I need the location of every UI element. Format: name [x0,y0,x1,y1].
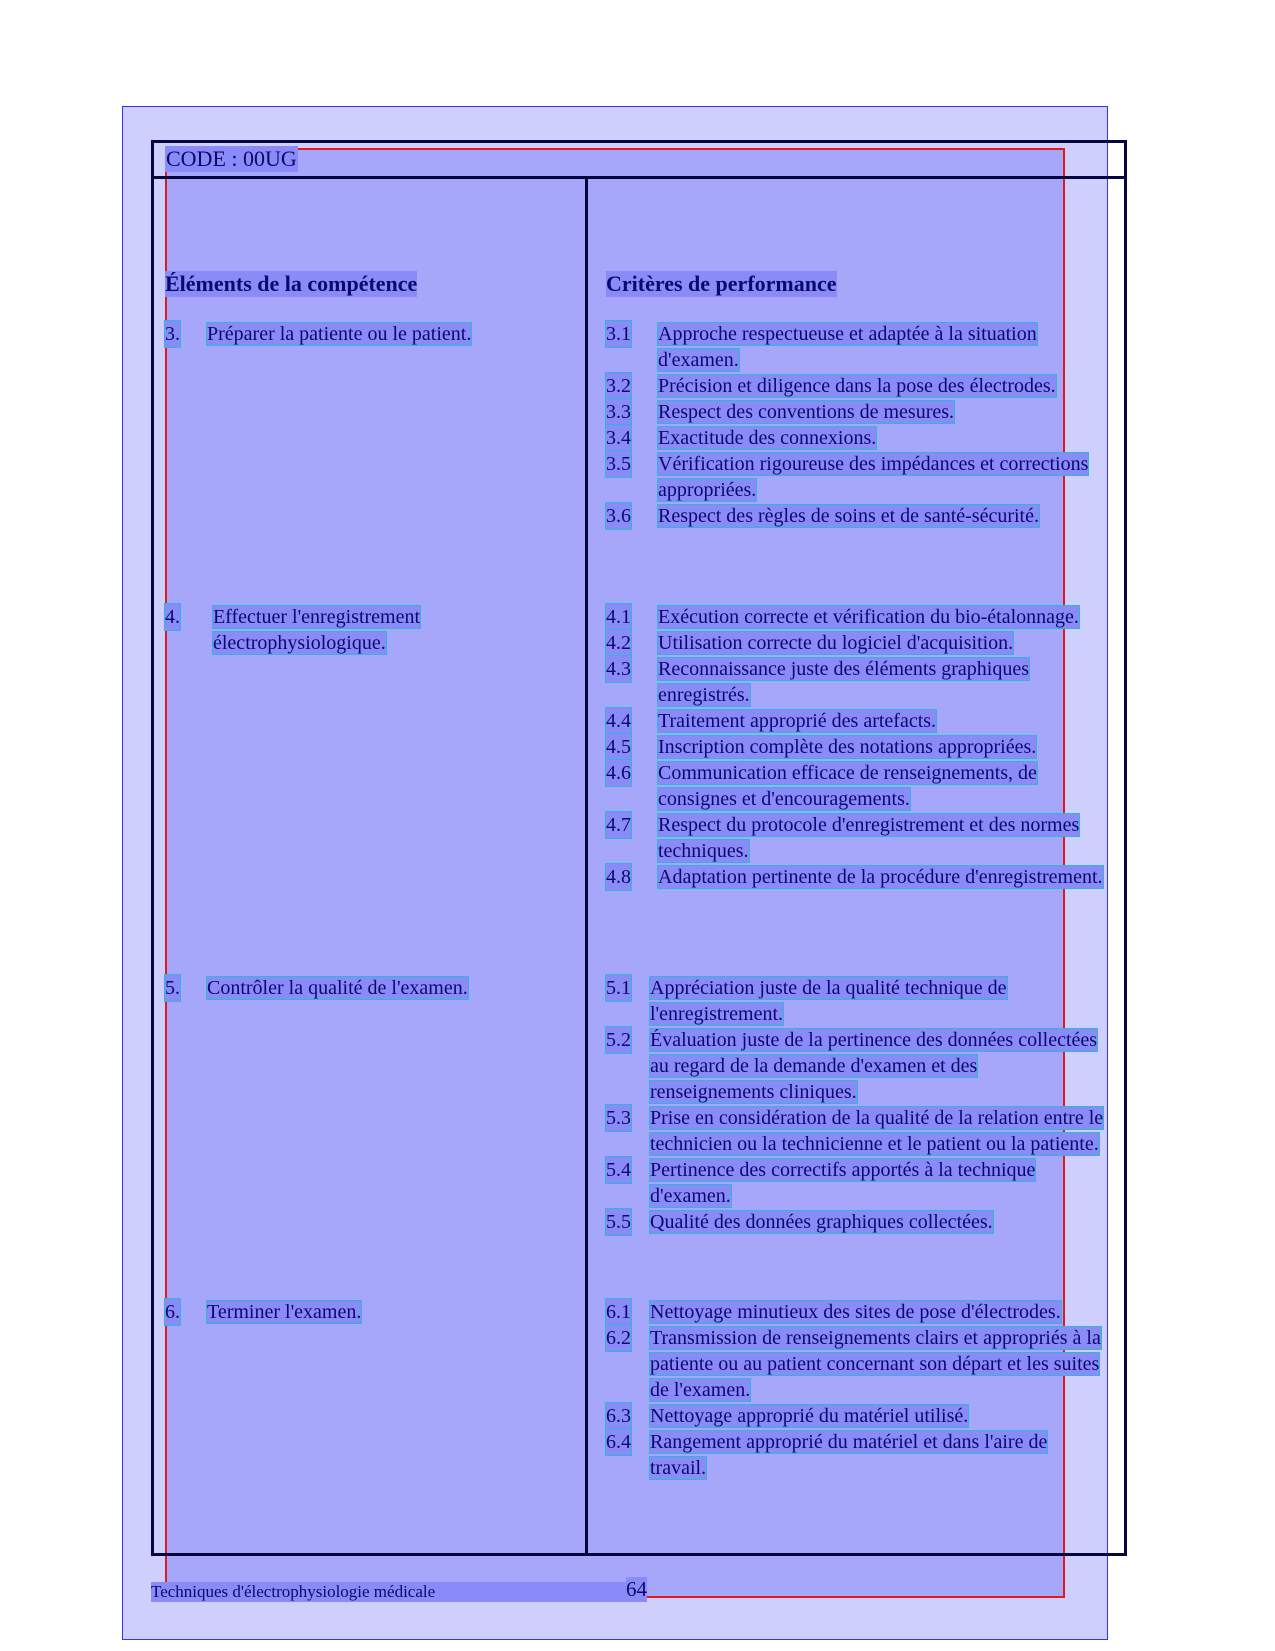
criterion-number: 5.2 [606,1029,631,1051]
criterion-item [606,1325,1106,1403]
criterion-number: 6.2 [606,1327,631,1349]
criteria-list-5 [606,975,1106,1235]
element-5 [165,975,585,1001]
element-6 [165,1299,585,1325]
criterion-item [606,656,1106,708]
criterion-item [606,503,1106,529]
criterion-number: 3.2 [606,375,631,397]
element-4 [165,604,585,656]
criterion-text: Adaptation pertinente de la procédure d'enregistrement. [658,866,1103,888]
criterion-number: 4.2 [606,632,631,654]
criterion-item [606,451,1106,503]
criterion-number: 5.1 [606,977,631,999]
criterion-item [606,1027,1106,1105]
page-number: 64 [626,1577,647,1601]
criterion-item [606,399,1106,425]
criterion-text: Utilisation correcte du logiciel d'acquisition. [658,632,1014,654]
criterion-item [606,604,1106,630]
criterion-text: Précision et diligence dans la pose des électrodes. [658,375,1056,397]
criterion-text: Exactitude des connexions. [658,427,877,449]
criterion-item [606,321,1106,373]
criterion-item [606,1209,1106,1235]
element-number: 4. [165,606,180,628]
criterion-item [606,1299,1106,1325]
criterion-text: Qualité des données graphiques collectées. [650,1211,993,1233]
criterion-number: 3.1 [606,323,631,345]
criterion-item [606,1157,1106,1209]
criterion-item [606,1429,1106,1481]
table-column-divider [585,176,588,1556]
criterion-text: Pertinence des correctifs apportés à la technique d'examen. [650,1159,1036,1207]
criterion-number: 3.6 [606,505,631,527]
criterion-item [606,630,1106,656]
elements-header: Éléments de la compétence [165,271,418,296]
criterion-item [606,373,1106,399]
criterion-text: Inscription complète des notations appropriées. [658,736,1037,758]
criteria-list-4 [606,604,1106,890]
criterion-number: 3.4 [606,427,631,449]
criterion-number: 6.1 [606,1301,631,1323]
criterion-number: 4.1 [606,606,631,628]
criterion-item [606,1403,1106,1429]
element-text: Terminer l'examen. [207,1301,362,1323]
criterion-text: Respect des règles de soins et de santé-sécurité. [658,505,1039,527]
criterion-text: Communication efficace de renseignements, de consignes et d'encouragements. [658,762,1037,810]
criterion-text: Transmission de renseignements clairs et appropriés à la patiente ou au patient concernant son départ et les suites de l'examen. [650,1327,1101,1401]
criterion-item [606,1105,1106,1157]
criterion-text: Respect des conventions de mesures. [658,401,955,423]
criterion-text: Traitement approprié des artefacts. [658,710,937,732]
criterion-number: 4.7 [606,814,631,836]
criterion-number: 4.5 [606,736,631,758]
criteria-header: Critères de performance [606,271,837,296]
element-text: Préparer la patiente ou le patient. [207,323,472,345]
criterion-item [606,708,1106,734]
element-number: 6. [165,1301,180,1323]
criteria-list-6 [606,1299,1106,1481]
criterion-text: Respect du protocole d'enregistrement et des normes techniques. [658,814,1080,862]
footer-program-name: Techniques d'électrophysiologie médicale [151,1582,641,1602]
criterion-number: 5.3 [606,1107,631,1129]
criterion-number: 6.3 [606,1405,631,1427]
element-text: Contrôler la qualité de l'examen. [207,977,468,999]
criterion-number: 4.3 [606,658,631,680]
criterion-number: 3.3 [606,401,631,423]
criterion-text: Appréciation juste de la qualité technique de l'enregistrement. [650,977,1007,1025]
element-text: Effectuer l'enregistrement électrophysiologique. [213,606,421,654]
criterion-number: 6.4 [606,1431,631,1453]
criterion-number: 4.8 [606,866,631,888]
criterion-number: 5.4 [606,1159,631,1181]
criterion-text: Nettoyage minutieux des sites de pose d'électrodes. [650,1301,1061,1323]
criterion-number: 4.4 [606,710,631,732]
criterion-item [606,975,1106,1027]
criteria-list-3 [606,321,1106,529]
element-3 [165,321,585,347]
criterion-number: 3.5 [606,453,631,475]
element-number: 3. [165,323,180,345]
criterion-item [606,734,1106,760]
criterion-item [606,812,1106,864]
criterion-item [606,425,1106,451]
element-number: 5. [165,977,180,999]
criterion-item [606,760,1106,812]
criterion-text: Reconnaissance juste des éléments graphiques enregistrés. [658,658,1029,706]
criterion-text: Évaluation juste de la pertinence des données collectées au regard de la demande d'examen et des renseignements cliniques. [650,1029,1098,1103]
criterion-number: 5.5 [606,1211,631,1233]
table-header-divider [151,176,1127,179]
criterion-text: Prise en considération de la qualité de la relation entre le technicien ou la technicienne et le patient ou la patiente. [650,1107,1104,1155]
criterion-text: Vérification rigoureuse des impédances et corrections appropriées. [658,453,1089,501]
criterion-text: Rangement approprié du matériel et dans l'aire de travail. [650,1431,1048,1479]
criterion-text: Exécution correcte et vérification du bio-étalonnage. [658,606,1079,628]
criterion-text: Nettoyage approprié du matériel utilisé. [650,1405,969,1427]
competency-code: CODE : 00UG [166,146,297,171]
criterion-item [606,864,1106,890]
criterion-number: 4.6 [606,762,631,784]
criterion-text: Approche respectueuse et adaptée à la situation d'examen. [658,323,1037,371]
